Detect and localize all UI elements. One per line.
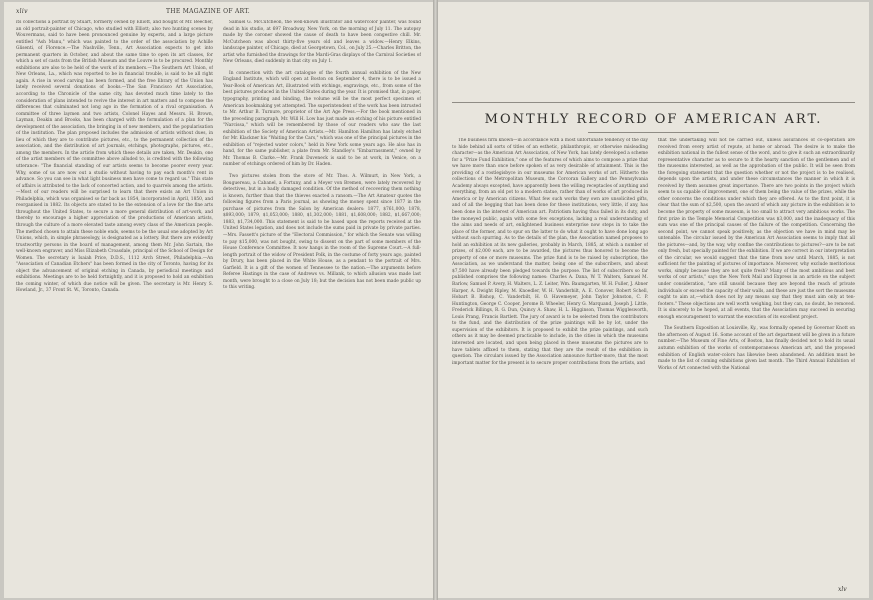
right-column-2 — [658, 138, 855, 586]
right-col2-para-2: The Southern Exposition at Louisville, Ky., was formally opened by Governor Knott on the afternoon of August 16. Some account of the art department will be given in a future number.—The Museum of Fine Arts, of Boston, has finally decided not to hold its usual autumn exhibition of the works of contemporaneous American art, and the proposed exhibition of English water-colors has likewise been abandoned. An addition must be made to the list of coming exhibitions given last month. The Third Annual Exhibition of Works of Art connected with the National — [658, 326, 855, 371]
left-page — [4, 2, 433, 598]
left-running-head — [16, 8, 421, 16]
left-column-2 — [223, 20, 421, 594]
left-running-title: THE MAGAZINE OF ART. — [166, 8, 250, 15]
left-col2-para-2: In connection with the art catalogue of the fourth annual exhibition of the New England Institute, which will open at Boston on September 4, there is to be issued a Year-Book of American Art, illustrated with etchings, engravings, etc., from some of the best pictures produced in the United States during the year. It is promised that, in paper, typography, printing and binding, the volume will be the most perfect specimen of American bookmaking yet attempted. The superintendent of the work has been intrusted to Mr. Arthur B. Turnure, proprietor of the Art Age Press.—For the book mentioned in the preceding paragraph, Mr. Will H. Low has just made an etching of his picture entitled "Narcissa," which will be remembered by those of our readers who saw the last exhibition of the Society of American Artists.—Mr. Hamilton Hamilton has lately etched for Mr. Klackner his "Waiting for the Cars," which was one of the principal pictures in the exhibition of "rejected water colors," held in New York some years ago. He also has in hand, for the same publisher, a plate from Mr. Standley's "Embarrassment," owned by Mr. Thomas B. Clarke.—Mr. Frank Duveneck is said to be at work, in Venice, on a number of etchings ordered of him by Dr. Haden. — [223, 70, 421, 168]
left-col2-para-3: Two pictures stolen from the store of Mr. Thos. A. Wilmurt, in New York, a Bouguereau, a Cabanel, a Fortuny, and a Meyer von Bremen, were lately recovered by detectives, but in a badly damaged condition. Of the method of recovering them nothing is known, further than that the thieves exacted a ransom.—The Art Amateur quotes the following figures from a Paris journal, as showing the money spent since 1877 in the purchase of pictures from the Salon by American dealers: 1877, $761,000; 1878, $893,000; 1879, $1,053,000; 1880, $1,302,000; 1881, $1,608,000; 1882, $1,667,000; 1883, $1,734,000. This statement is said to be based upon the reports received at the United States legation, and does not include the sums paid in private by private parties.—Mrs. Fassett's picture of the "Electoral Commission," for which the Senate was willing to pay $15,000, was not bought, owing to dissent on the part of some members of the House Conference Committee. It now hangs in the room of the Supreme Court.—A full-length portrait of the widow of President Polk, in the costume of forty years ago, painted by Drury, has been placed in the White House, as a pendant to the portrait of Mrs. Garfield. It is a gift of the women of Tennessee to the nation.—The arguments before Referee Hastings in the case of Andrews vs. Millank, to which allusion was made last month, were brought to a close on July 18; but the decision has not been made public up to this writing. — [223, 174, 421, 291]
right-page — [438, 2, 869, 598]
section-heading: MONTHLY RECORD OF AMERICAN ART. — [484, 112, 823, 127]
left-col2-para-1: Samuel G. McCutcheon, the well-known illustrator and watercolor painter, was found dead in his studio, at 697 Broadway, New York, on the morning of July 11. The autopsy made by the coroner showed the cause of death to have been congestive chill. Mr. McCutcheon was about thirty-five years old and leaves a widow.—Henry Elkins, landscape painter, of Chicago, died at Georgetown, Col., on July 25.—Charles Britton, the artist who furnished the drawings for the Mardi-Gras displays of the Carnival Societies of New Orleans, died suddenly in that city on July 1. — [223, 20, 421, 65]
right-col2-para-1: that the undertaking will not be carried out, unless assurances of co-operation are received from every artist of repute, at home or abroad. The desire is to make the exhibition national in the fullest sense of the word, and to give it such an extraordinarily representative character as to secure to it the hearty sanction of the gentlemen and of the museums interested, as well as the approbation of the public. It will be seen from the foregoing statement that the question whether or not the project is to be realised, depends upon the artists, and under these circumstances the manner in which it is received by them assumes great importance. There are two points in the project which seem to us capable of improvement, one of them being the value of the prizes, while the other concerns the conditions under which they are offered. As to the first point, it is clear that the sum of $2,500, upon the award of which any picture in the exhibition is to become the property of some museum, is too small to attract very ambitious works. The first prize in the Temple Memorial Competition was $3,000, and the inadequacy of this sum was one of the principal causes of the failure of the competition. Concerning the second point, we cannot speak positively, as the objection we have in mind may be untenable. The circular issued by the American Art Association seems to imply that all the pictures—and, by the way, why confine the contributions to pictures?—are to be not only fresh, but specially painted for the exhibition. If we are correct in our interpretation of the circular, we would suggest that the time from now until March, 1885, is not sufficient for the painting of pictures of importance. Moreover, why exclude meritorious works, simply because they are not quite fresh? Many of the most ambitious and best works of our artists," says the New York Mail and Express in an article on the subject under consideration, "are still unsold because they are beyond the reach of private individuals or exceed the capacity of their walls, and these are just the sort the museums ought to aim at,—which does not by any means say that they must aim only at ten-footers." These objections are well worth weighing, but they can, no doubt, be removed. It is sincerely to be hoped, at all events, that the Association may succeed in securing enough encouragement to warrant the execution of its excellent project. — [658, 138, 855, 320]
right-column-1 — [452, 138, 648, 586]
right-page-number: xlv — [838, 586, 847, 593]
top-rule — [452, 102, 855, 103]
left-col1-para: its collections a portrait by Stuart, formerly owned by Elliott, and bought of Mr. Beecher, an old portrait-painter of Chicago, who studied with Elliott; also two hunting scenes by Wouvermans, said to have been pronounced genuine by experts, and a large picture entitled "Ash Manu," which was painted to the order of the association by Achille Glisenti, of Florence.—The Nashville, Tenn., Art Association expects to get into permanent quarters in October, and about the same time to open its art classes, for which a set of casts from the British Museum and the Louvre is to be procured. Monthly exhibitions are also to be held of the work of its members.—The Southern Art Union, of New Orleans, La., which was reported to be in financial trouble, is said to be all right again. A rise in wood carving has been formed, and the free library of the Union has lately received several donations of books.—The San Francisco Art Association, according to the Chronicle of the same city, has devoted much time lately to the consideration of plans intended to revive the interest in art matters and to compose the differences that culminated not long ago in the formation of a rival organisation. A committee of three laymen and two artists, Colonel Hayes and Messrs. H. Brown, Layman, Deakin and Brooks, has been charged with the formulation of a plan for the development of the association, the bringing in of new members, and the popularisation of the institution. The plan proposed includes the admission of artists without dues, in lieu of which they are to contribute pictures, etc., to the permanent collection of the association, and the distribution of art journals, etchings, photographs, pictures, etc., among the members. In the article from which these details are taken, Mr. Deakin, one of the artist members of the committee above alluded to, is credited with the following utterance: "The financial standing of our artists seems to become poorer every year. Why, some of us are now out a studio without having to pay each month's rent in advance. So you can see in what light business men have come to regard us." This state of affairs is attributed to the lack of concerted action, and to quarrels among the artists.—Most of our readers will be surprised to learn that there exists an Art Union in Philadelphia, which was organised so far back as 1854, incorporated in April, 1850, and reorganised in 1882. Its objects are stated to be the extension of a love for the fine arts throughout the United States, to secure a more general distribution of art-work, and thereby to encourage a higher appreciation of the productions of American artists, through the culture of a more elevated taste among every class of the American people. The method chosen to attain these noble ends, seems to be the usual one adopted by Art Unions, which, in simple phraseology, is designated as a lottery. But there are evidently trustworthy persons in the board of management, among them Mr. John Sartain, the well-known engraver, and Miss Elizabeth Croasdale, principal of the School of Design for Women. The secretary is Isaiah Price, D.D.S., 1112 Arch Street, Philadelphia.—An "Association of Canadian Etchers" has been formed in the city of Toronto, having for its object the advancement of original etching in Canada, by periodical meetings and exhibitions. Meetings are to be held fortnightly, and it is proposed to hold an exhibition the coming winter, of which due notice will be given. The secretary is Mr. Henry S. Howland, Jr., 37 Front St. W., Toronto, Canada. — [16, 20, 213, 294]
right-col1-para: The business firm known—in accordance with a most unfortunate tendency of the day to hide behind all sorts of titles of an esthetic, philanthropic, or otherwise misleading character—as the American Art Association, of New York, has lately developed a scheme for a "Prize Fund Exhibition," one of the features of which aims to compose a prize that we have more than once before spoken of as very desirable of attainment. This is the providing of a rostlegisbyce in our museums for American works of art. Hitherto the collections of the Metropolitan Museum, the Corcoran Gallery and the Pennsylvania Academy always excepted, have apparently been the willing receptacles of anything and everything, from an old pot to a modern statue, rather than of works of art produced in America or by American citizens. What few such works they own are unsolicited gifts, and of all the begging that has been done for these institutions, very little, if any, has been done in the interest of American art. Patriotism having thus failed in its duty, and the moneyed public, again with some few exceptions, lacking a real understanding of the aims and needs of art, enlightened business enterprise now steps in to take the place of the former, and to spur on the latter to do what it ought to have done long ago without such spurring. As to the details of the plan, the Association named proposes to hold an exhibition at its new galleries, probably in March, 1885, at which a number of prizes, of $2,000 each, are to be awarded, the pictures thus honored to become the property of one or more museums. The prize fund is to be raised by subscription, the Association, as we understand the matter, being one of the subscribers, and about $7,500 have already been pledged towards the purpose. The list of subscribers so far published comprises the following names: Charles A. Dana, W. T. Walters, Samuel M. Barlow, Samuel P. Avery, H. Walters, L. Z. Leiter, Wm. Baumgarten, W. H. Fuller, J. Abner Harper, A. Dwight Ripley, M. Knoedler, W. H. Vanderbilt, A. E. Conover, Robert Schell, Hobart B. Bishop, C. Vanderbilt, H. O. Havemeyer, John Taylor Johnston, C. P. Huntington, George C. Cooper, Jerome B. Wheeler, Henry G. Marquand, Joseph J. Little, Frederick Billings, R. G. Dun, Quincy A. Shaw, H. L. Higginson, Thomas Wigglesworth, Louis Prang, Francis Bartlett. The jury of award is to be selected from the contributors to the fund, and the distribution of the prize paintings will be by lot, under the supervision of the exhibitors. It is proposed to exhibit the prize paintings, and such others as it may be deemed practicable to include, in the cities in which the museums interested are located, and upon being placed in these museums the pictures are to have tablets affixed to them, stating that they are the result of the exhibition in question. The circulars issued by the Association announce further-more, that the most important matter for the present is to secure proper contributions from the artists, and — [452, 138, 648, 366]
left-page-number: xliv — [16, 8, 28, 15]
left-column-1 — [16, 20, 213, 594]
heading-rule — [588, 132, 719, 133]
